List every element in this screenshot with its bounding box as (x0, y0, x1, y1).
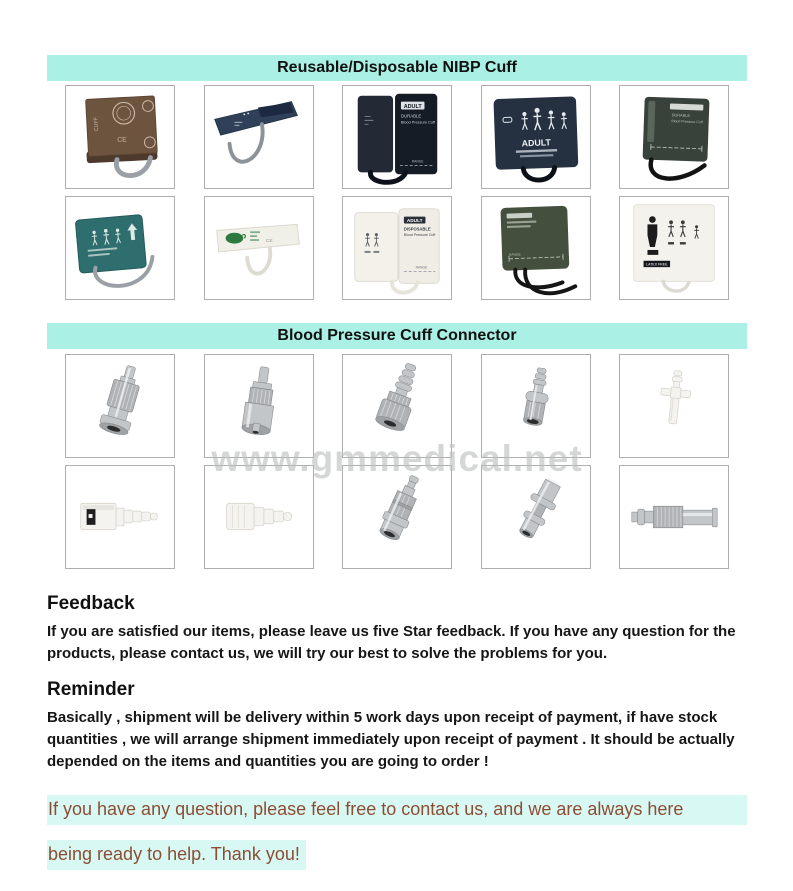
cuff-photo-teal-pediatric (65, 196, 175, 300)
cuff-name-label: Blood Pressure Cuff (671, 119, 703, 125)
ce-mark: CE (265, 239, 273, 245)
ce-mark: CE (117, 136, 127, 145)
closing-message (47, 795, 747, 870)
connector-photo-bulge (481, 354, 591, 458)
connector-grid-row-2 (47, 465, 747, 569)
cuff-type-label: DURABLE (400, 113, 422, 119)
connector-photo-barbed-luer (342, 354, 452, 458)
watermark-text: www.gmmedical.net (211, 438, 583, 479)
reminder-heading: Reminder (47, 679, 135, 700)
cuff-photo-neonatal-strip (204, 196, 314, 300)
reminder-text: Basically , shipment will be delivery within 5 work days upon receipt of payment, if have stock quantities , we will arrange shipment immediately upon receipt of payment . It should be actually depended on the items and quantities you are going to order ! (47, 709, 735, 770)
cuff-range-label: RANGE (415, 265, 428, 270)
closing-line-2: being ready to help. Thank you! (47, 840, 306, 870)
connector-photo-clip (65, 465, 175, 569)
cuff-photo-navy-slim (204, 85, 314, 189)
cuff-name-label: Blood Pressure Cuff (403, 233, 436, 238)
cuff-name-label: Blood Pressure Cuff (400, 120, 435, 125)
cuff-type-label: DURABLE (671, 112, 691, 118)
product-description-page (47, 0, 747, 870)
connector-grid-wrap (47, 354, 747, 569)
cuff-side-label: CUFF (93, 116, 101, 132)
connector-photo-quick (342, 465, 452, 569)
connector-photo-white-luer (619, 354, 729, 458)
cuff-size-tag: ADULT (520, 137, 551, 149)
cuff-type-label: DISPOSABLE (403, 226, 431, 232)
cuff-photo-green-dual-tube (481, 196, 591, 300)
connector-photo-female-luer (204, 354, 314, 458)
connector-grid-row-1 (47, 354, 747, 458)
cuff-grid-row-2 (47, 196, 747, 300)
cuff-photo-green-durable (619, 85, 729, 189)
cuff-range-label: RANGE (411, 159, 424, 164)
latex-free-tag: LATEX FREE (646, 262, 668, 267)
connector-photo-inline (619, 465, 729, 569)
connector-photo-knurled-flange (65, 354, 175, 458)
cuff-photo-white-family (619, 196, 729, 300)
connector-photo-reducer (204, 465, 314, 569)
feedback-heading: Feedback (47, 593, 135, 614)
cuff-photo-navy-family (481, 85, 591, 189)
connector-photo-plug (481, 465, 591, 569)
feedback-text: If you are satisfied our items, please leave us five Star feedback. If you have any question for the products, please contact us, we will try our best to solve the problems for you. (47, 623, 736, 662)
cuff-photo-brown-reusable (65, 85, 175, 189)
cuffs-section-banner: Reusable/Disposable NIBP Cuff (47, 55, 747, 81)
cuff-range-label: RANGE (508, 252, 521, 257)
cuff-grid-row-1 (47, 85, 747, 189)
closing-line-1: If you have any question, please feel free to contact us, and we are always here (47, 795, 747, 825)
connectors-section-banner: Blood Pressure Cuff Connector (47, 323, 747, 349)
cuff-size-tag: ADULT (403, 103, 422, 110)
cuff-photo-black-durable (342, 85, 452, 189)
cuff-photo-white-disposable (342, 196, 452, 300)
cuff-size-tag: ADULT (406, 217, 423, 223)
